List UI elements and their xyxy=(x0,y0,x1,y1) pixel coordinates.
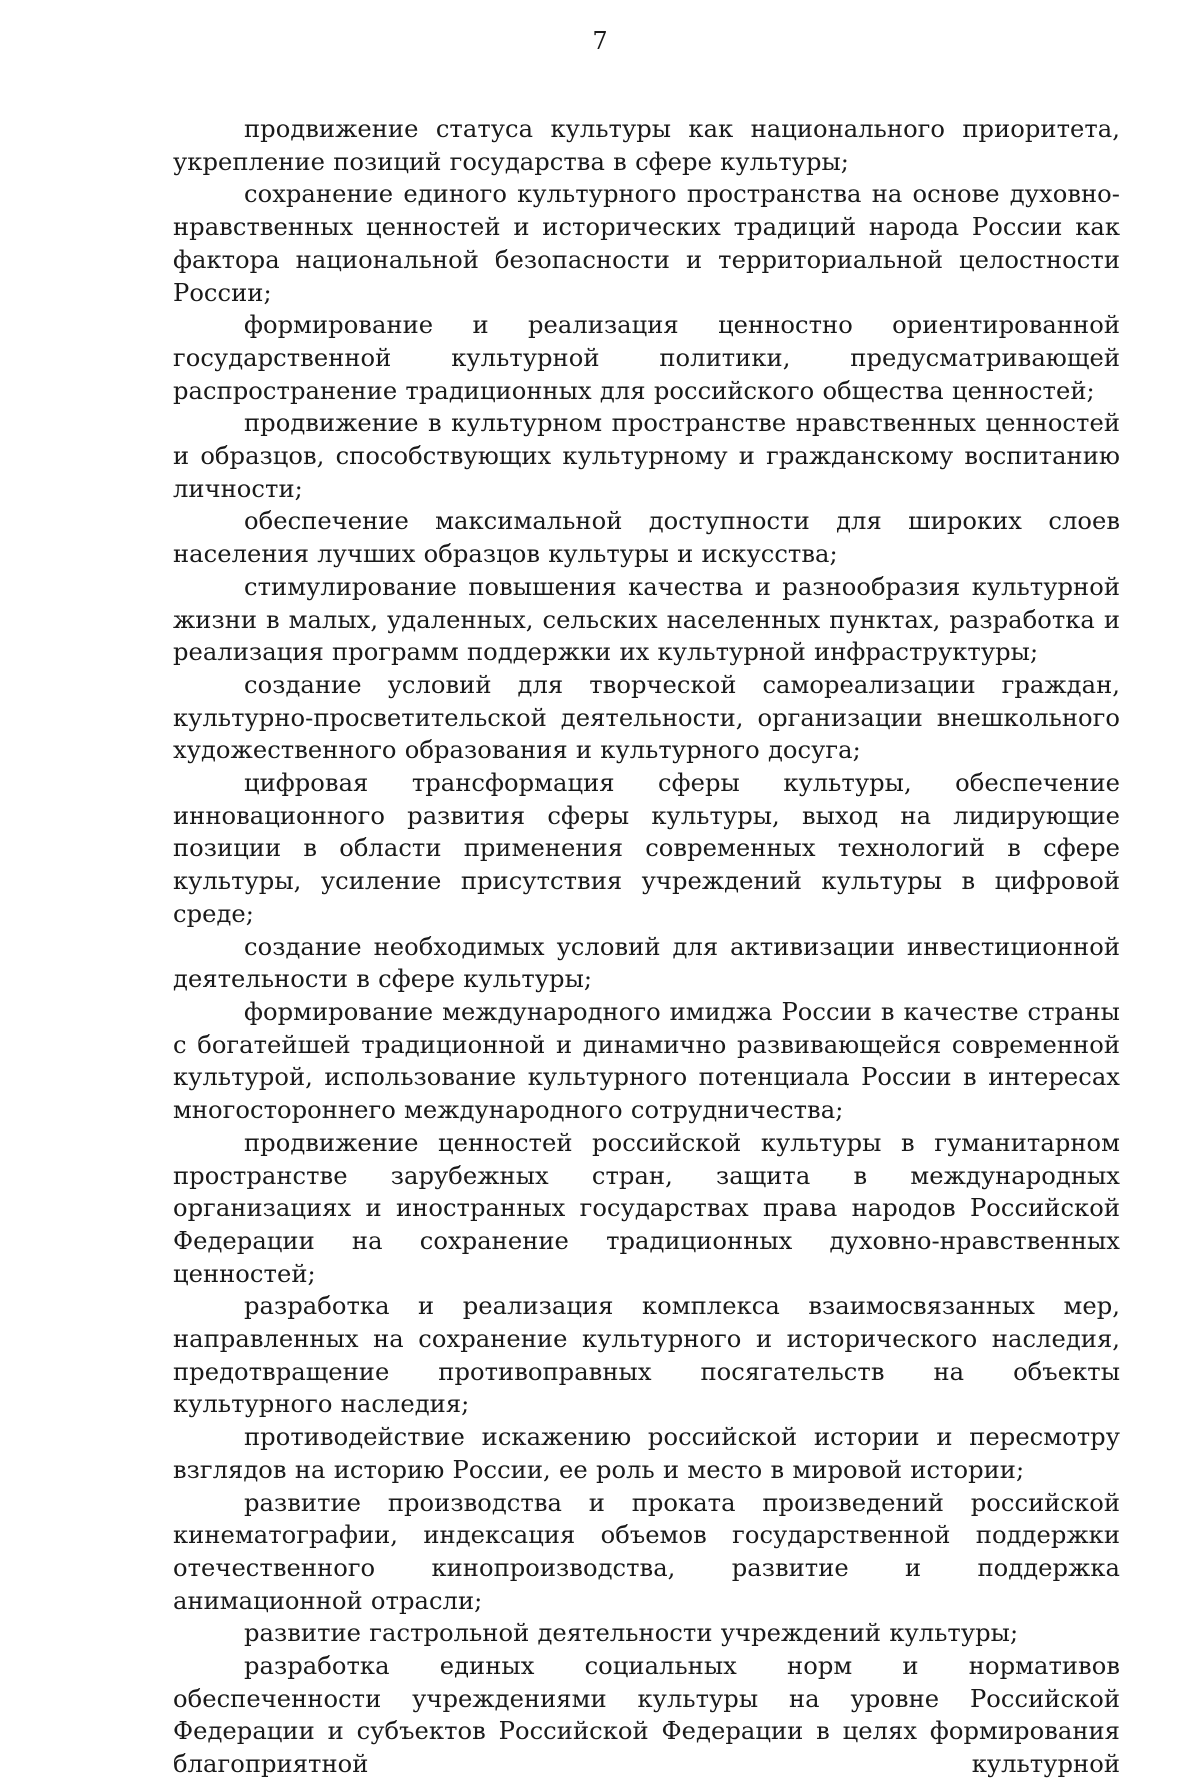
paragraph: продвижение в культурном пространстве нравственных ценностей и образцов, способствующих культурному и гражданскому воспитанию личности; xyxy=(173,409,1120,503)
paragraph: продвижение статуса культуры как национального приоритета, укрепление позиций государства в сфере культуры; xyxy=(173,115,1120,176)
paragraph: формирование и реализация ценностно ориентированной государственной культурной политики, предусматривающей распространение традиционных для российского общества ценностей; xyxy=(173,311,1120,405)
paragraph: создание необходимых условий для активизации инвестиционной деятельности в сфере культуры; xyxy=(173,932,1120,994)
paragraph: создание условий для творческой самореализации граждан, культурно-просветительской деятельности, организации внешкольного художественного образования и культурного досуга; xyxy=(173,670,1120,765)
paragraph-continued: разработка единых социальных норм и нормативов обеспеченности учреждениями культуры на уровне Российской Федерации и субъектов Российской Федерации в целях формирования благоприятной культурной xyxy=(173,1652,1120,1779)
paragraph: противодействие искажению российской истории и пересмотру взглядов на историю России, ее роль и место в мировой истории; xyxy=(173,1423,1120,1484)
page-number: 7 xyxy=(592,27,608,55)
paragraph: формирование международного имиджа России в качестве страны с богатейшей традиционной и динамично развивающейся современной культурой, использование культурного потенциала России в интересах многостороннего международного сотрудничества; xyxy=(173,997,1120,1125)
paragraph: разработка и реализация комплекса взаимосвязанных мер, направленных на сохранение культурного и исторического наследия, предотвращение противоправных посягательств на объекты культурного наследия; xyxy=(173,1292,1120,1419)
paragraph: сохранение единого культурного пространства на основе духовно-нравственных ценностей и исторических традиций народа России как фактора национальной безопасности и территориальной целостности России; xyxy=(173,180,1120,307)
paragraph: развитие гастрольной деятельности учреждений культуры; xyxy=(244,1619,1019,1648)
paragraph: развитие производства и проката произведений российской кинематографии, индексация объемов государственной поддержки отечественного кинопроизводства, развитие и поддержка анимационной отрасли; xyxy=(173,1488,1120,1615)
document-body xyxy=(173,113,1120,1781)
paragraph: обеспечение максимальной доступности для широких слоев населения лучших образцов культуры и искусства; xyxy=(173,507,1120,569)
paragraph: цифровая трансформация сферы культуры, обеспечение инновационного развития сферы культуры, выход на лидирующие позиции в области применения современных технологий в сфере культуры, усиление присутствия учреждений культуры в цифровой среде; xyxy=(173,769,1120,928)
paragraph: продвижение ценностей российской культуры в гуманитарном пространстве зарубежных стран, защита в международных организациях и иностранных государствах права народов Российской Федерации на сохранение традиционных духовно-нравственных ценностей; xyxy=(173,1128,1120,1288)
paragraph: стимулирование повышения качества и разнообразия культурной жизни в малых, удаленных, сельских населенных пунктах, разработка и реализация программ поддержки их культурной инфраструктуры; xyxy=(173,572,1120,667)
